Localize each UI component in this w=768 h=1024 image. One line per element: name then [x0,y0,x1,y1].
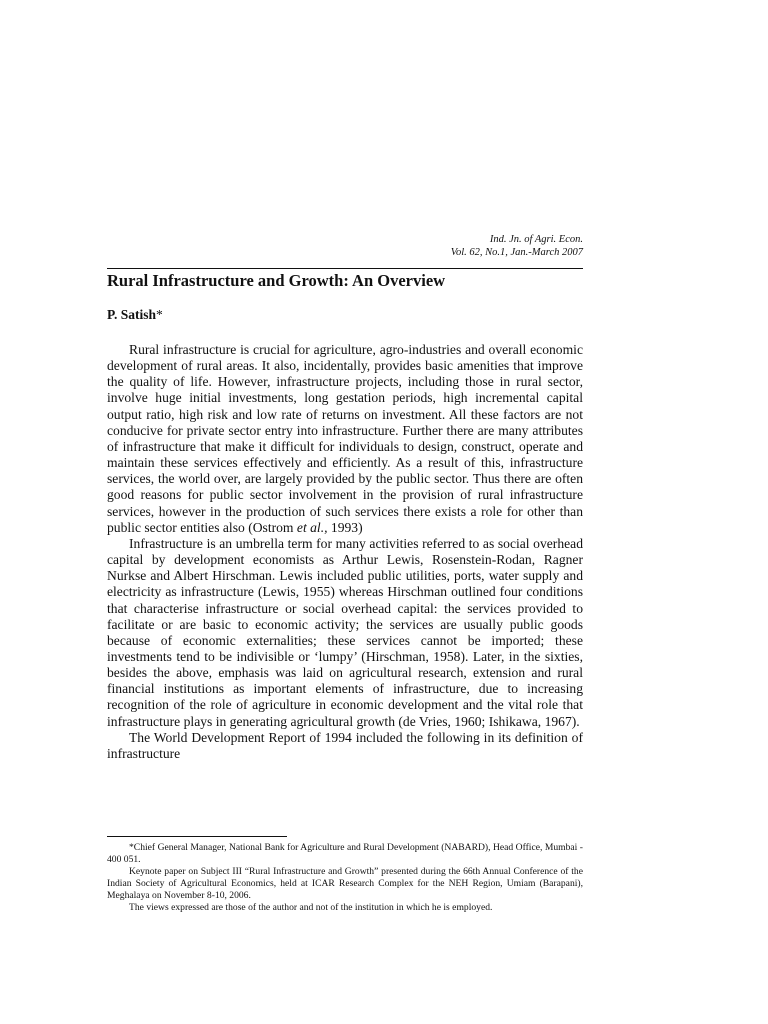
paragraph-3: The World Development Report of 1994 included the following in its definition of infrastructure [107,729,583,761]
author-line [107,307,163,323]
header-rule [107,268,583,269]
paragraph-2: Infrastructure is an umbrella term for many activities referred to as social overhead capital by development economists as Arthur Lewis, Rosenstein-Rodan, Ragner Nurkse and Albert Hirschman. Lewis included public utilities, ports, water supply and electricity as infrastructure (Lewis, 1955) whereas Hirschman outlined four conditions that characterise infrastructure or social overhead capital: the services provided to facilitate or are basic to economic activity; the services are usually public goods because of economic externalities; these services cannot be imported; these investments tend to be indivisible or ‘lumpy’ (Hirschman, 1958). Later, in the sixties, besides the above, emphasis was laid on agricultural research, extension and rural financial institutions as important elements of infrastructure, due to increasing recognition of the role of agriculture in economic development and the vital role that infrastructure plays in generating agricultural growth (de Vries, 1960; Ishikawa, 1967). [107,535,583,729]
paragraph-1-tail: 1993) [327,519,363,535]
footnote-keynote: Keynote paper on Subject III “Rural Infrastructure and Growth” presented during the 66th Annual Conference of the Indian Society of Agricultural Economics, held at ICAR Research Complex for the NEH Region, Umiam (Barapani), Meghalaya on November 8-10, 2006. [107,866,583,902]
journal-volume: Vol. 62, No.1, Jan.-March 2007 [450,246,583,258]
journal-reference [451,234,583,259]
author-footnote-marker: * [156,307,163,322]
paragraph-1 [107,342,583,536]
paragraph-1-text: Rural infrastructure is crucial for agriculture, agro-industries and overall economic development of rural areas. It also, incidentally, provides basic amenities that improve the quality of life. However, infrastructure projects, including those in rural sector, involve huge initial investments, long gestation periods, high incremental capital output ratio, high risk and low rate of returns on investment. All these factors are not conducive for private sector entry into infrastructure. Further there are many attributes of infrastructure that make it difficult for individuals to design, construct, operate and maintain these services effectively and efficiently. As a result of this, infrastructure services, the world over, are largely provided by the public sector. Thus there are often good reasons for public sector involvement in the provision of rural infrastructure services, however in the production of such services there exists a role for other than public sector entities also (Ostrom [107,342,583,535]
journal-name: Ind. Jn. of Agri. Econ. [489,234,583,245]
citation-et-al: et al., [296,519,328,535]
body-text [107,342,583,762]
paper-title: Rural Infrastructure and Growth: An Overview [107,271,446,290]
footnotes [107,842,583,915]
author-name: P. Satish [107,307,157,322]
footnote-rule [107,836,287,837]
footnote-disclaimer: The views expressed are those of the author and not of the institution in which he is employed. [129,902,493,914]
footnote-author: *Chief General Manager, National Bank for Agriculture and Rural Development (NABARD), Head Office, Mumbai - 400 051. [107,842,583,866]
paper-page [107,0,583,1024]
